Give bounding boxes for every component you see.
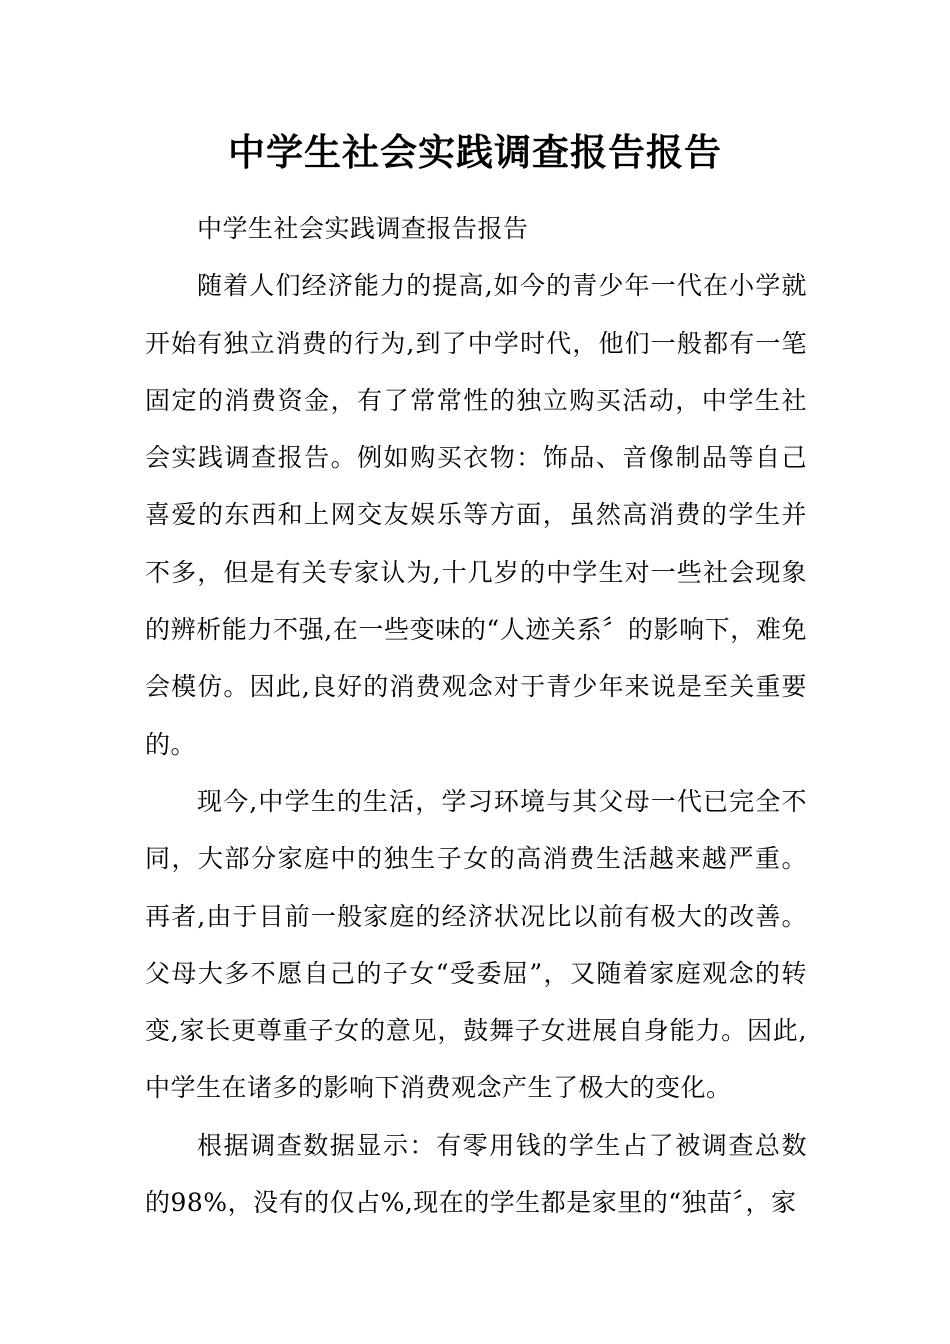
body-paragraph: 现今,中学生的生活，学习环境与其父母一代已完全不同，大部分家庭中的独生子女的高消费生活越来越严重。再者,由于目前一般家庭的经济状况比以前有极大的改善。父母大多不愿自己的子女“受委屈”，又随着家庭观念的转变,家长更尊重子女的意见，鼓舞子女进展自身能力。因此,中学生在诸多的影响下消费观念产生了极大的变化。 [145,786,807,1103]
body-paragraph-subtitle: 中学生社会实践调查报告报告 [197,214,529,243]
body-paragraph: 随着人们经济能力的提高,如今的青少年一代在小学就开始有独立消费的行为,到了中学时代，他们一般都有一笔固定的消费资金，有了常常性的独立购买活动，中学生社会实践调查报告。例如购买衣物：饰品、音像制品等自己喜爱的东西和上网交友娱乐等方面，虽然高消费的学生并不多，但是有关专家认为,十几岁的中学生对一些社会现象的辨析能力不强,在一些变味的“人迹关系〞的影响下，难免会模仿。因此,良好的消费观念对于青少年来说是至关重要的。 [145,271,807,759]
document-body [145,200,807,1231]
body-paragraph: 根据调查数据显示：有零用钱的学生占了被调查总数的98%，没有的仅占%,现在的学生都是家里的“独苗〞，家 [145,1130,807,1218]
document-title: 中学生社会实践调查报告报告 [228,130,722,174]
